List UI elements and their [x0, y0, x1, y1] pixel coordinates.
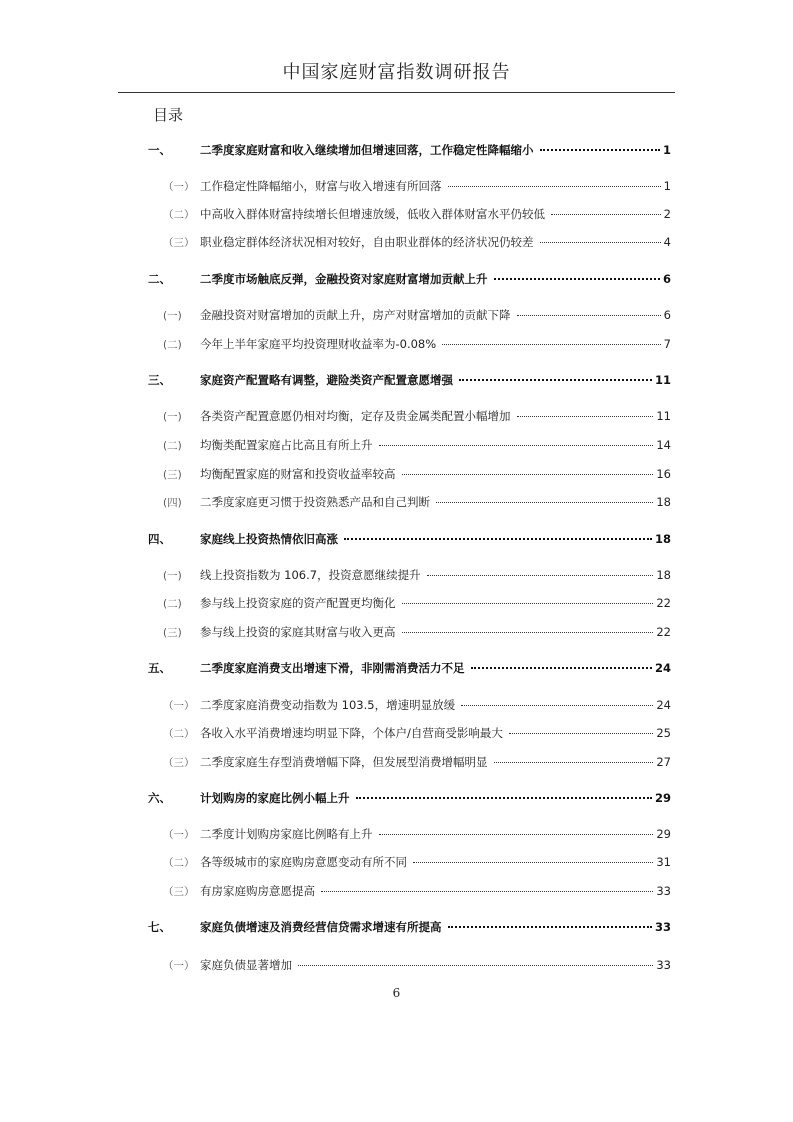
toc-section-entry[interactable]	[148, 624, 671, 642]
toc-entry-title: 均衡配置家庭的财富和投资收益率较高	[200, 467, 396, 481]
toc-entry-page: 14	[656, 438, 671, 452]
toc-entry-page: 18	[656, 495, 671, 509]
toc-chapter-entry[interactable]	[148, 919, 671, 937]
toc-entry-page: 33	[656, 958, 671, 972]
toc-dot-leader	[379, 445, 654, 446]
toc-entry-title: 二季度计划购房家庭比例略有上升	[200, 827, 373, 841]
toc-section-entry[interactable]	[148, 854, 671, 872]
toc-dot-leader	[356, 797, 652, 799]
toc-entry-page: 4	[663, 235, 671, 249]
toc-section-entry[interactable]	[148, 336, 671, 354]
toc-section-entry[interactable]	[148, 206, 671, 224]
toc-entry-number: （二）	[163, 857, 195, 869]
toc-entry-number: （三）	[163, 757, 195, 769]
toc-entry-title: 各类资产配置意愿仍相对均衡，定存及贵金属类配置小幅增加	[200, 409, 511, 423]
toc-entry-title: 二季度市场触底反弹，金融投资对家庭财富增加贡献上升	[200, 272, 488, 286]
toc-entry-number: (三)	[163, 627, 182, 639]
toc-dot-leader	[494, 278, 660, 280]
toc-entry-title: 金融投资对财富增加的贡献上升，房产对财富增加的贡献下降	[200, 308, 511, 322]
toc-dot-leader	[402, 603, 654, 604]
toc-section-entry[interactable]	[148, 883, 671, 901]
toc-dot-leader	[442, 344, 660, 345]
toc-dot-leader	[402, 474, 654, 475]
toc-section-entry[interactable]	[148, 957, 671, 975]
toc-dot-leader	[448, 186, 661, 187]
toc-entry-number: (二)	[163, 598, 182, 610]
toc-entry-page: 18	[656, 568, 671, 582]
toc-entry-number: （三）	[163, 886, 195, 898]
toc-entry-page: 22	[656, 596, 671, 610]
toc-entry-title: 计划购房的家庭比例小幅上升	[200, 791, 350, 805]
toc-section-entry[interactable]	[148, 494, 671, 512]
toc-entry-title: 中高收入群体财富持续增长但增速放缓，低收入群体财富水平仍较低	[200, 207, 545, 221]
toc-dot-leader	[298, 965, 653, 966]
toc-dot-leader	[459, 379, 652, 381]
toc-dot-leader	[517, 315, 661, 316]
toc-entry-title: 各等级城市的家庭购房意愿变动有所不同	[200, 855, 407, 869]
toc-entry-page: 11	[654, 373, 671, 387]
toc-entry-number: 六、	[148, 791, 171, 805]
toc-dot-leader	[509, 733, 653, 734]
toc-entry-number: (二)	[163, 339, 182, 351]
toc-entry-page: 33	[654, 920, 671, 934]
toc-dot-leader	[436, 502, 653, 503]
toc-entry-title: 二季度家庭生存型消费增幅下降，但发展型消费增幅明显	[200, 755, 488, 769]
toc-entry-number: 三、	[148, 373, 171, 387]
toc-entry-title: 工作稳定性降幅缩小，财富与收入增速有所回落	[200, 179, 442, 193]
toc-chapter-entry[interactable]	[148, 790, 671, 808]
toc-section-entry[interactable]	[148, 754, 671, 772]
toc-dot-leader	[321, 891, 653, 892]
toc-entry-page: 27	[656, 755, 671, 769]
toc-entry-title: 均衡类配置家庭占比高且有所上升	[200, 438, 373, 452]
toc-entry-title: 参与线上投资的家庭其财富与收入更高	[200, 625, 396, 639]
toc-dot-leader	[461, 705, 653, 706]
toc-entry-number: （二）	[163, 209, 195, 221]
toc-section-entry[interactable]	[148, 466, 671, 484]
toc-entry-page: 29	[656, 827, 671, 841]
toc-entry-number: (一)	[163, 570, 182, 582]
toc-entry-title: 二季度家庭消费变动指数为 103.5，增速明显放缓	[200, 698, 456, 712]
toc-dot-leader	[427, 575, 654, 576]
toc-entry-number: （一）	[163, 960, 195, 972]
toc-entry-page: 2	[663, 207, 671, 221]
toc-entry-title: 职业稳定群体经济状况相对较好，自由职业群体的经济状况仍较差	[200, 235, 534, 249]
toc-entry-number: (一)	[163, 310, 182, 322]
page-number: 6	[392, 986, 401, 1000]
toc-entry-title: 家庭线上投资热情依旧高涨	[200, 532, 338, 546]
toc-section-entry[interactable]	[148, 697, 671, 715]
toc-dot-leader	[379, 834, 654, 835]
toc-entry-page: 22	[656, 625, 671, 639]
toc-entry-number: （一）	[163, 829, 195, 841]
toc-entry-page: 6	[662, 272, 671, 286]
toc-entry-page: 11	[656, 409, 671, 423]
toc-chapter-entry[interactable]	[148, 271, 671, 289]
toc-entry-number: (三)	[163, 469, 182, 481]
toc-entry-number: (一)	[163, 411, 182, 423]
toc-dot-leader	[471, 667, 652, 669]
toc-dot-leader	[540, 242, 661, 243]
toc-entry-title: 家庭负债增速及消费经营信贷需求增速有所提高	[200, 920, 442, 934]
toc-entry-page: 16	[656, 467, 671, 481]
toc-entry-number: （二）	[163, 728, 195, 740]
toc-entry-number: （一）	[163, 181, 195, 193]
toc-dot-leader	[540, 149, 660, 151]
toc-entry-number: 二、	[148, 272, 171, 286]
toc-entry-title: 有房家庭购房意愿提高	[200, 884, 315, 898]
toc-entry-title: 今年上半年家庭平均投资理财收益率为-0.08%	[200, 337, 437, 351]
toc-entry-page: 7	[663, 337, 671, 351]
toc-entry-page: 6	[663, 308, 671, 322]
toc-section-entry[interactable]	[148, 826, 671, 844]
toc-title: 目录	[153, 106, 184, 124]
toc-entry-number: (二)	[163, 440, 182, 452]
toc-entry-number: 五、	[148, 661, 171, 675]
toc-chapter-entry[interactable]	[148, 531, 671, 549]
toc-entry-title: 线上投资指数为 106.7，投资意愿继续提升	[200, 568, 421, 582]
toc-entry-number: 七、	[148, 920, 171, 934]
toc-entry-page: 33	[656, 884, 671, 898]
toc-entry-number: 一、	[148, 143, 171, 157]
report-title: 中国家庭财富指数调研报告	[282, 62, 511, 83]
toc-dot-leader	[402, 632, 654, 633]
toc-entry-number: (四)	[163, 497, 182, 509]
toc-entry-page: 29	[654, 791, 671, 805]
toc-entry-page: 31	[656, 855, 671, 869]
toc-entry-title: 二季度家庭更习惯于投资熟悉产品和自己判断	[200, 495, 430, 509]
toc-entry-title: 二季度家庭财富和收入继续增加但增速回落，工作稳定性降幅缩小	[200, 143, 534, 157]
toc-entry-title: 家庭负债显著增加	[200, 958, 292, 972]
toc-entry-page: 1	[662, 143, 671, 157]
toc-entry-page: 18	[654, 532, 671, 546]
toc-chapter-entry[interactable]	[148, 372, 671, 390]
toc-entry-number: （一）	[163, 700, 195, 712]
toc-entry-number: 四、	[148, 532, 171, 546]
toc-dot-leader	[448, 926, 652, 928]
toc-entry-page: 25	[656, 726, 671, 740]
toc-dot-leader	[517, 416, 654, 417]
toc-section-entry[interactable]	[148, 234, 671, 252]
toc-dot-leader	[494, 762, 654, 763]
toc-section-entry[interactable]	[148, 437, 671, 455]
toc-entry-title: 家庭资产配置略有调整，避险类资产配置意愿增强	[200, 373, 453, 387]
toc-section-entry[interactable]	[148, 408, 671, 426]
toc-entry-page: 1	[663, 179, 671, 193]
toc-section-entry[interactable]	[148, 725, 671, 743]
toc-entry-title: 二季度家庭消费支出增速下滑，非刚需消费活力不足	[200, 661, 465, 675]
toc-section-entry[interactable]	[148, 595, 671, 613]
toc-chapter-entry[interactable]	[148, 142, 671, 160]
toc-dot-leader	[551, 214, 661, 215]
toc-dot-leader	[413, 862, 653, 863]
toc-entry-title: 各收入水平消费增速均明显下降，个体户/自营商受影响最大	[200, 726, 503, 740]
toc-section-entry[interactable]	[148, 307, 671, 325]
toc-entry-page: 24	[656, 698, 671, 712]
toc-entry-number: （三）	[163, 237, 195, 249]
toc-dot-leader	[344, 538, 652, 540]
toc-entry-page: 24	[654, 661, 671, 675]
toc-section-entry[interactable]	[148, 178, 671, 196]
toc-chapter-entry[interactable]	[148, 660, 671, 678]
toc-section-entry[interactable]	[148, 567, 671, 585]
toc-entry-title: 参与线上投资家庭的资产配置更均衡化	[200, 596, 396, 610]
